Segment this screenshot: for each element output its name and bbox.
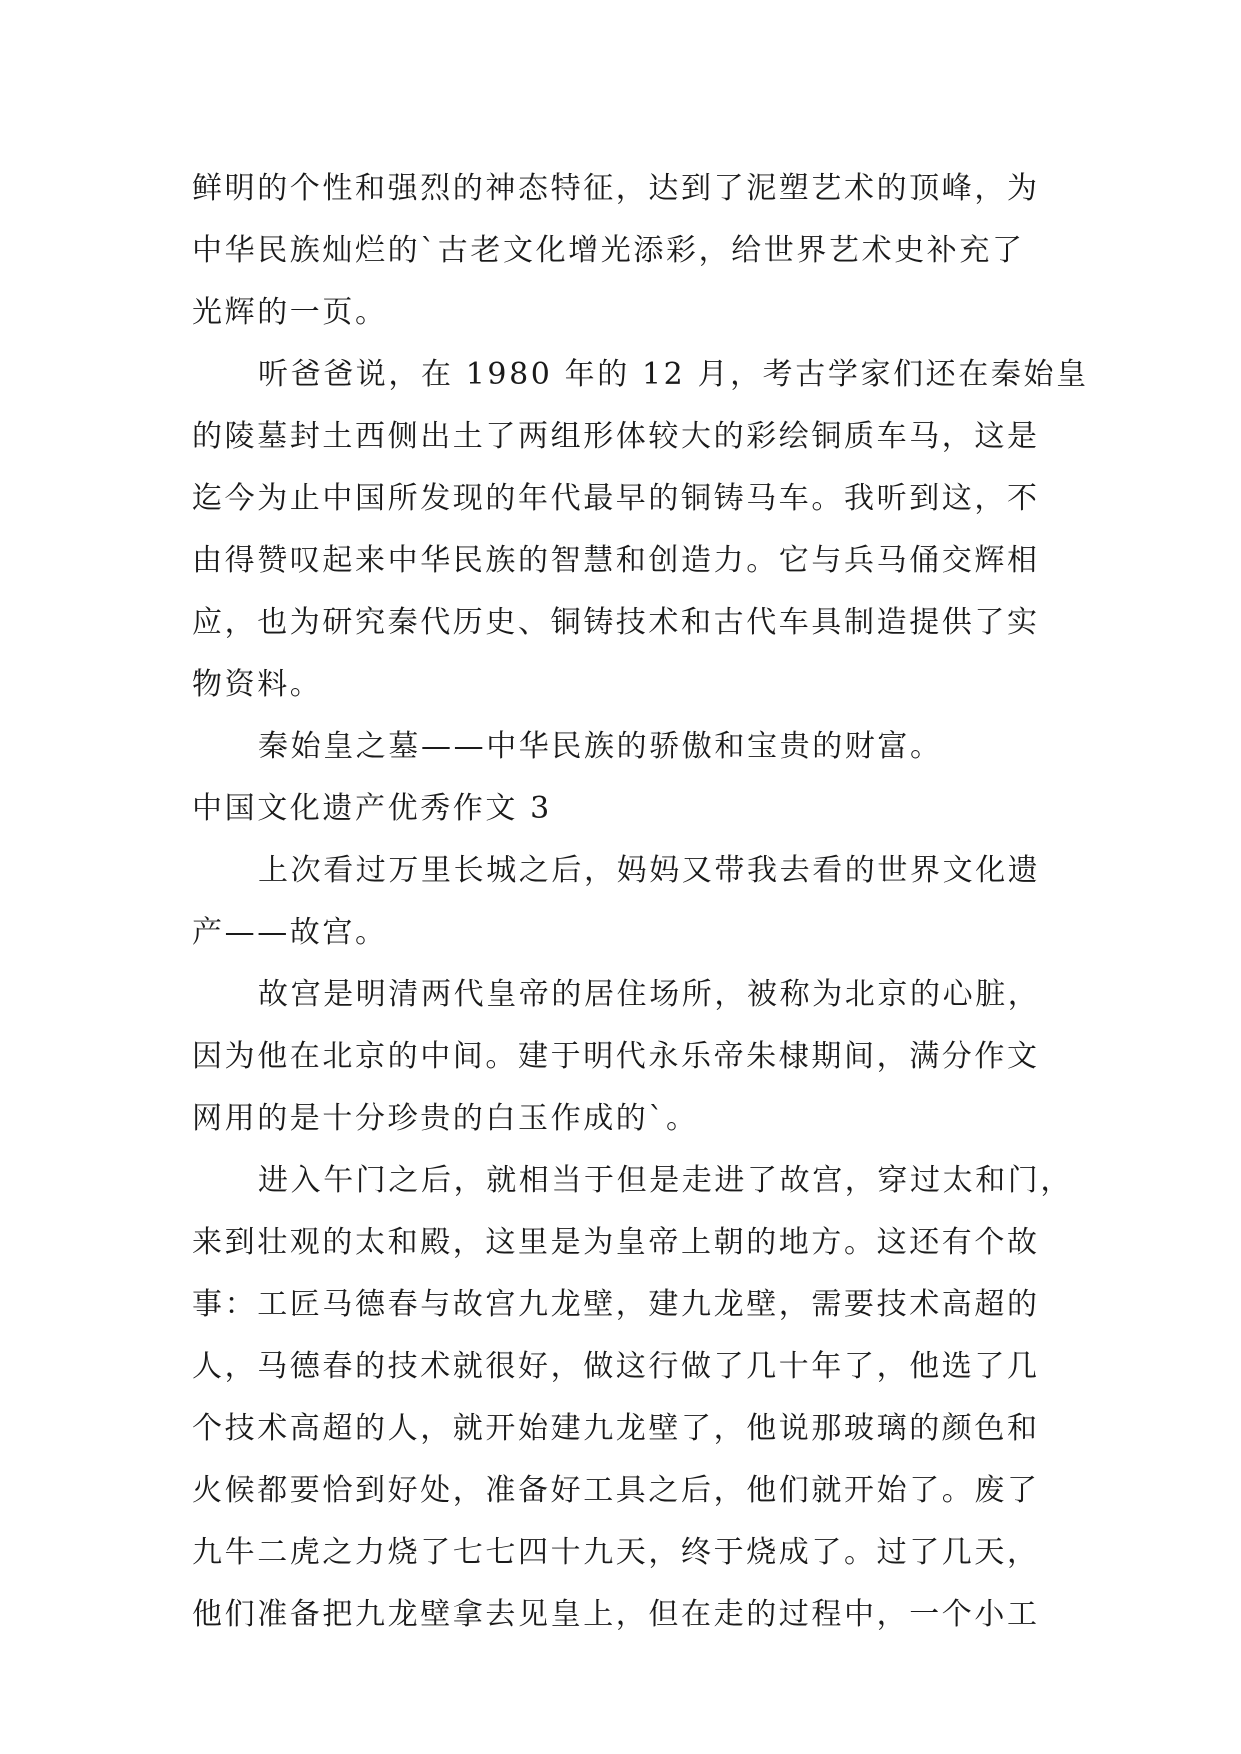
essay-line: 的陵墓封土西侧出土了两组形体较大的彩绘铜质车马，这是 xyxy=(192,419,1040,454)
essay-line: 鲜明的个性和强烈的神态特征，达到了泥塑艺术的顶峰，为 xyxy=(192,171,1040,206)
essay-line: 个技术高超的人，就开始建九龙壁了，他说那玻璃的颜色和 xyxy=(192,1411,1040,1446)
essay-line: 物资料。 xyxy=(192,667,323,702)
essay-line: 火候都要恰到好处，准备好工具之后，他们就开始了。废了 xyxy=(192,1473,1040,1508)
essay-line: 故宫是明清两代皇帝的居住场所，被称为北京的心脏， xyxy=(258,977,1041,1012)
essay-line: 人，马德春的技术就很好，做这行做了几十年了，他选了几 xyxy=(192,1349,1040,1384)
essay-line: 网用的是十分珍贵的白玉作成的`。 xyxy=(192,1101,699,1136)
essay-line: 来到壮观的太和殿，这里是为皇帝上朝的地方。这还有个故 xyxy=(192,1225,1040,1260)
essay-line: 因为他在北京的中间。建于明代永乐帝朱棣期间，满分作文 xyxy=(192,1039,1040,1074)
essay-line: 九牛二虎之力烧了七七四十九天，终于烧成了。过了几天， xyxy=(192,1535,1040,1570)
essay-line: 中华民族灿烂的`古老文化增光添彩，给世界艺术史补充了 xyxy=(192,233,1025,268)
essay-line: 由得赞叹起来中华民族的智慧和创造力。它与兵马俑交辉相 xyxy=(192,543,1040,578)
essay-line: 产——故宫。 xyxy=(192,915,388,950)
essay-line: 进入午门之后，就相当于但是走进了故宫，穿过太和门， xyxy=(258,1163,1073,1198)
essay-line: 上次看过万里长城之后，妈妈又带我去看的世界文化遗 xyxy=(258,853,1041,888)
essay-line: 光辉的一页。 xyxy=(192,295,388,330)
essay-body xyxy=(192,158,1089,1646)
essay-line: 听爸爸说，在 1980 年的 12 月，考古学家们还在秦始皇 xyxy=(258,357,1089,392)
essay-line: 应，也为研究秦代历史、铜铸技术和古代车具制造提供了实 xyxy=(192,605,1040,640)
essay-line: 迄今为止中国所发现的年代最早的铜铸马车。我听到这，不 xyxy=(192,481,1040,516)
section-heading: 中国文化遗产优秀作文 3 xyxy=(192,791,552,826)
essay-line: 事：工匠马德春与故宫九龙壁，建九龙壁，需要技术高超的 xyxy=(192,1287,1040,1322)
essay-line: 他们准备把九龙壁拿去见皇上，但在走的过程中，一个小工 xyxy=(192,1597,1040,1632)
essay-line: 秦始皇之墓——中华民族的骄傲和宝贵的财富。 xyxy=(258,729,943,764)
